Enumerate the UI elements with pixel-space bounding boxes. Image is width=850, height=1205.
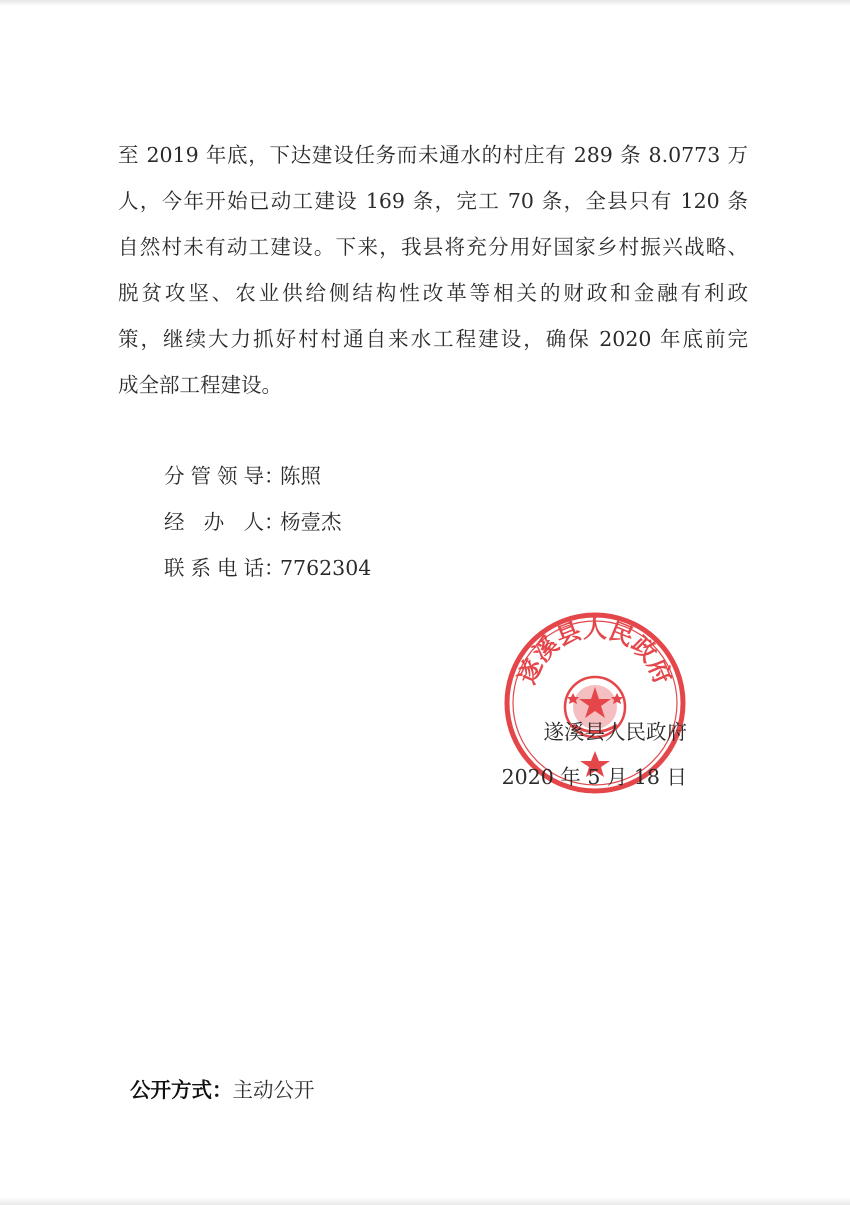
issuer-name: 遂溪县人民政府: [543, 720, 687, 744]
leader-label: 分管领导: [164, 464, 264, 488]
scan-top-edge: [0, 0, 850, 6]
phone-colon: ：: [264, 556, 285, 580]
body-line: 人，今年开始已动工建设 169 条，完工 70 条，全县只有 120 条: [118, 189, 748, 213]
body-paragraph: [118, 132, 748, 408]
phone-number: 7762304: [280, 556, 372, 580]
handler-name: 杨壹杰: [280, 510, 342, 534]
contact-row-phone: [164, 545, 484, 591]
body-line: 至 2019 年底，下达建设任务而未通水的村庄有 289 条 8.0773 万: [118, 143, 748, 167]
disclosure-line: [130, 1072, 315, 1108]
contact-block: [164, 453, 484, 591]
leader-colon: ：: [264, 464, 285, 488]
disclosure-value: 主动公开: [232, 1078, 315, 1102]
leader-name: 陈照: [280, 464, 321, 488]
scan-bottom-edge: [0, 1197, 850, 1205]
handler-label: 经办人: [164, 510, 264, 534]
seal-lettering: 遂溪县人民政府: [512, 614, 678, 688]
contact-row-leader: [164, 453, 484, 499]
contact-row-handler: [164, 499, 484, 545]
handler-colon: ：: [264, 510, 285, 534]
body-line: 策，继续大力抓好村村通自来水工程建设，确保 2020 年底前完: [118, 327, 748, 351]
phone-label: 联系电话: [164, 556, 264, 580]
body-line: 成全部工程建设。: [118, 373, 282, 397]
body-line: 脱贫攻坚、农业供给侧结构性改革等相关的财政和金融有利政: [118, 281, 748, 305]
disclosure-label: 公开方式：: [130, 1078, 233, 1102]
issue-date: 2020 年 5 月 18 日: [501, 765, 687, 789]
body-line: 自然村未有动工建设。下来，我县将充分用好国家乡村振兴战略、: [118, 235, 748, 259]
